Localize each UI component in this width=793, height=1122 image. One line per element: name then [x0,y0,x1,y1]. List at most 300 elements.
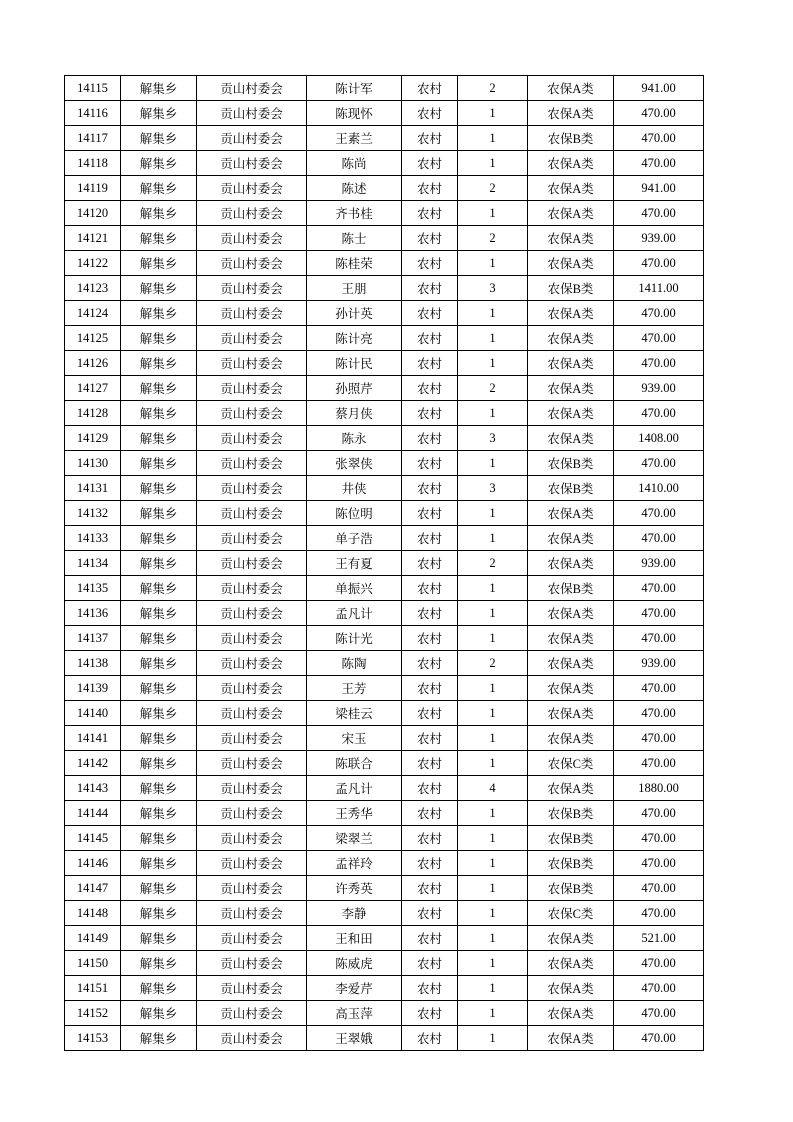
cell-name: 井侠 [307,476,402,501]
cell-count: 2 [458,226,528,251]
cell-count: 1 [458,976,528,1001]
cell-category: 农保B类 [528,801,614,826]
cell-id: 14131 [65,476,121,501]
cell-count: 1 [458,301,528,326]
cell-id: 14123 [65,276,121,301]
table-row [65,101,704,126]
cell-township: 解集乡 [121,476,197,501]
table-row [65,651,704,676]
cell-name: 陈计亮 [307,326,402,351]
cell-amount: 470.00 [614,751,704,776]
cell-category: 农保B类 [528,876,614,901]
table-row [65,601,704,626]
cell-committee: 贡山村委会 [197,676,307,701]
cell-name: 陈计民 [307,351,402,376]
cell-area: 农村 [402,526,458,551]
cell-area: 农村 [402,226,458,251]
cell-area: 农村 [402,726,458,751]
cell-id: 14140 [65,701,121,726]
cell-township: 解集乡 [121,851,197,876]
cell-count: 1 [458,401,528,426]
cell-township: 解集乡 [121,151,197,176]
cell-area: 农村 [402,826,458,851]
cell-count: 1 [458,876,528,901]
cell-amount: 1411.00 [614,276,704,301]
table-row [65,726,704,751]
cell-id: 14143 [65,776,121,801]
cell-committee: 贡山村委会 [197,801,307,826]
cell-name: 单子浩 [307,526,402,551]
table-row [65,801,704,826]
cell-township: 解集乡 [121,1026,197,1051]
cell-id: 14142 [65,751,121,776]
cell-township: 解集乡 [121,401,197,426]
table-row [65,951,704,976]
cell-category: 农保A类 [528,426,614,451]
cell-area: 农村 [402,976,458,1001]
cell-category: 农保B类 [528,276,614,301]
cell-amount: 941.00 [614,76,704,101]
cell-category: 农保A类 [528,1026,614,1051]
cell-name: 齐书桂 [307,201,402,226]
cell-id: 14129 [65,426,121,451]
cell-category: 农保A类 [528,501,614,526]
cell-id: 14122 [65,251,121,276]
cell-category: 农保B类 [528,851,614,876]
benefits-table-body [65,76,704,1051]
cell-township: 解集乡 [121,1001,197,1026]
cell-area: 农村 [402,426,458,451]
cell-township: 解集乡 [121,251,197,276]
cell-committee: 贡山村委会 [197,751,307,776]
cell-committee: 贡山村委会 [197,826,307,851]
cell-amount: 941.00 [614,176,704,201]
cell-category: 农保A类 [528,101,614,126]
cell-area: 农村 [402,951,458,976]
table-row [65,476,704,501]
cell-committee: 贡山村委会 [197,251,307,276]
cell-committee: 贡山村委会 [197,726,307,751]
cell-name: 陈计光 [307,626,402,651]
cell-area: 农村 [402,251,458,276]
cell-area: 农村 [402,401,458,426]
cell-count: 3 [458,276,528,301]
cell-id: 14133 [65,526,121,551]
cell-committee: 贡山村委会 [197,601,307,626]
cell-name: 蔡月侠 [307,401,402,426]
cell-category: 农保A类 [528,401,614,426]
table-row [65,501,704,526]
cell-category: 农保A类 [528,151,614,176]
table-row [65,1026,704,1051]
cell-committee: 贡山村委会 [197,426,307,451]
cell-area: 农村 [402,476,458,501]
cell-category: 农保C类 [528,901,614,926]
cell-id: 14152 [65,1001,121,1026]
cell-committee: 贡山村委会 [197,101,307,126]
table-row [65,376,704,401]
table-row [65,526,704,551]
cell-name: 王和田 [307,926,402,951]
cell-id: 14150 [65,951,121,976]
cell-area: 农村 [402,451,458,476]
cell-area: 农村 [402,601,458,626]
table-row [65,676,704,701]
table-row [65,226,704,251]
cell-amount: 1410.00 [614,476,704,501]
cell-area: 农村 [402,501,458,526]
cell-amount: 470.00 [614,526,704,551]
cell-committee: 贡山村委会 [197,226,307,251]
cell-amount: 470.00 [614,326,704,351]
table-row [65,901,704,926]
cell-id: 14130 [65,451,121,476]
cell-category: 农保A类 [528,651,614,676]
cell-amount: 521.00 [614,926,704,951]
cell-township: 解集乡 [121,201,197,226]
cell-count: 1 [458,576,528,601]
cell-category: 农保A类 [528,1001,614,1026]
cell-amount: 1408.00 [614,426,704,451]
cell-category: 农保A类 [528,301,614,326]
cell-name: 陈位明 [307,501,402,526]
cell-category: 农保A类 [528,76,614,101]
cell-township: 解集乡 [121,276,197,301]
cell-amount: 470.00 [614,301,704,326]
cell-category: 农保A类 [528,351,614,376]
cell-id: 14136 [65,601,121,626]
cell-name: 陈陶 [307,651,402,676]
cell-name: 孟凡计 [307,776,402,801]
cell-name: 陈尚 [307,151,402,176]
cell-id: 14121 [65,226,121,251]
cell-id: 14151 [65,976,121,1001]
cell-category: 农保B类 [528,576,614,601]
cell-amount: 470.00 [614,1026,704,1051]
cell-township: 解集乡 [121,926,197,951]
cell-count: 1 [458,826,528,851]
cell-count: 1 [458,926,528,951]
cell-township: 解集乡 [121,651,197,676]
cell-id: 14115 [65,76,121,101]
cell-area: 农村 [402,101,458,126]
table-row [65,151,704,176]
cell-amount: 470.00 [614,251,704,276]
cell-committee: 贡山村委会 [197,1026,307,1051]
cell-area: 农村 [402,901,458,926]
cell-amount: 470.00 [614,676,704,701]
cell-name: 王有夏 [307,551,402,576]
cell-count: 1 [458,326,528,351]
cell-area: 农村 [402,1026,458,1051]
cell-area: 农村 [402,651,458,676]
cell-id: 14125 [65,326,121,351]
cell-id: 14134 [65,551,121,576]
cell-township: 解集乡 [121,176,197,201]
cell-amount: 470.00 [614,826,704,851]
cell-area: 农村 [402,201,458,226]
table-row [65,426,704,451]
cell-area: 农村 [402,126,458,151]
table-row [65,551,704,576]
cell-count: 1 [458,626,528,651]
cell-committee: 贡山村委会 [197,301,307,326]
cell-count: 1 [458,126,528,151]
table-row [65,776,704,801]
cell-category: 农保A类 [528,551,614,576]
cell-id: 14147 [65,876,121,901]
cell-township: 解集乡 [121,826,197,851]
cell-amount: 470.00 [614,126,704,151]
cell-township: 解集乡 [121,776,197,801]
cell-township: 解集乡 [121,676,197,701]
cell-committee: 贡山村委会 [197,476,307,501]
cell-township: 解集乡 [121,376,197,401]
cell-amount: 470.00 [614,501,704,526]
cell-township: 解集乡 [121,801,197,826]
cell-id: 14118 [65,151,121,176]
cell-category: 农保A类 [528,726,614,751]
cell-name: 孟凡计 [307,601,402,626]
cell-id: 14128 [65,401,121,426]
cell-name: 陈桂荣 [307,251,402,276]
cell-area: 农村 [402,926,458,951]
cell-area: 农村 [402,351,458,376]
cell-category: 农保A类 [528,251,614,276]
cell-area: 农村 [402,551,458,576]
cell-area: 农村 [402,801,458,826]
cell-area: 农村 [402,576,458,601]
cell-name: 李静 [307,901,402,926]
cell-name: 许秀英 [307,876,402,901]
cell-name: 陈联合 [307,751,402,776]
table-row [65,126,704,151]
cell-township: 解集乡 [121,601,197,626]
cell-committee: 贡山村委会 [197,526,307,551]
cell-name: 王素兰 [307,126,402,151]
table-row [65,701,704,726]
table-row [65,451,704,476]
cell-area: 农村 [402,301,458,326]
cell-count: 1 [458,251,528,276]
cell-committee: 贡山村委会 [197,951,307,976]
cell-id: 14144 [65,801,121,826]
cell-count: 1 [458,451,528,476]
cell-amount: 470.00 [614,1001,704,1026]
cell-township: 解集乡 [121,451,197,476]
cell-name: 单振兴 [307,576,402,601]
cell-category: 农保B类 [528,476,614,501]
cell-committee: 贡山村委会 [197,151,307,176]
cell-township: 解集乡 [121,726,197,751]
cell-name: 王朋 [307,276,402,301]
cell-committee: 贡山村委会 [197,576,307,601]
cell-name: 张翠侠 [307,451,402,476]
table-row [65,751,704,776]
cell-id: 14145 [65,826,121,851]
cell-count: 4 [458,776,528,801]
cell-area: 农村 [402,876,458,901]
table-row [65,201,704,226]
cell-id: 14117 [65,126,121,151]
cell-count: 2 [458,551,528,576]
cell-count: 1 [458,726,528,751]
cell-id: 14146 [65,851,121,876]
cell-name: 陈士 [307,226,402,251]
cell-count: 3 [458,476,528,501]
cell-count: 1 [458,501,528,526]
cell-amount: 470.00 [614,701,704,726]
cell-name: 宋玉 [307,726,402,751]
cell-count: 1 [458,701,528,726]
cell-township: 解集乡 [121,76,197,101]
cell-area: 农村 [402,701,458,726]
cell-category: 农保B类 [528,826,614,851]
cell-category: 农保A类 [528,701,614,726]
cell-area: 农村 [402,376,458,401]
cell-committee: 贡山村委会 [197,776,307,801]
cell-committee: 贡山村委会 [197,176,307,201]
cell-committee: 贡山村委会 [197,451,307,476]
table-row [65,926,704,951]
table-row [65,176,704,201]
table-row [65,576,704,601]
cell-category: 农保A类 [528,601,614,626]
cell-township: 解集乡 [121,751,197,776]
cell-township: 解集乡 [121,426,197,451]
cell-name: 孟祥玲 [307,851,402,876]
table-row [65,1001,704,1026]
cell-name: 王秀华 [307,801,402,826]
cell-committee: 贡山村委会 [197,651,307,676]
cell-amount: 470.00 [614,901,704,926]
cell-category: 农保A类 [528,326,614,351]
cell-area: 农村 [402,776,458,801]
cell-committee: 贡山村委会 [197,876,307,901]
cell-id: 14149 [65,926,121,951]
cell-name: 陈计军 [307,76,402,101]
cell-id: 14132 [65,501,121,526]
cell-count: 1 [458,951,528,976]
cell-count: 1 [458,676,528,701]
cell-id: 14127 [65,376,121,401]
cell-category: 农保C类 [528,751,614,776]
cell-amount: 470.00 [614,576,704,601]
cell-committee: 贡山村委会 [197,901,307,926]
cell-name: 李爱芹 [307,976,402,1001]
cell-township: 解集乡 [121,326,197,351]
table-row [65,351,704,376]
cell-amount: 470.00 [614,726,704,751]
cell-name: 陈永 [307,426,402,451]
cell-committee: 贡山村委会 [197,551,307,576]
cell-amount: 470.00 [614,801,704,826]
cell-name: 陈述 [307,176,402,201]
table-row [65,826,704,851]
cell-category: 农保A类 [528,376,614,401]
cell-committee: 贡山村委会 [197,126,307,151]
cell-name: 王芳 [307,676,402,701]
cell-name: 王翠娥 [307,1026,402,1051]
cell-count: 1 [458,751,528,776]
cell-amount: 470.00 [614,101,704,126]
cell-count: 3 [458,426,528,451]
cell-committee: 贡山村委会 [197,851,307,876]
cell-committee: 贡山村委会 [197,326,307,351]
cell-category: 农保A类 [528,176,614,201]
table-row [65,851,704,876]
cell-amount: 470.00 [614,876,704,901]
table-row [65,326,704,351]
cell-category: 农保A类 [528,976,614,1001]
cell-category: 农保A类 [528,626,614,651]
cell-area: 农村 [402,1001,458,1026]
cell-committee: 贡山村委会 [197,501,307,526]
cell-count: 1 [458,101,528,126]
cell-count: 1 [458,201,528,226]
cell-township: 解集乡 [121,226,197,251]
cell-name: 梁桂云 [307,701,402,726]
cell-count: 2 [458,651,528,676]
cell-amount: 939.00 [614,651,704,676]
benefits-table [64,75,704,1051]
cell-township: 解集乡 [121,901,197,926]
cell-township: 解集乡 [121,551,197,576]
cell-category: 农保A类 [528,776,614,801]
table-row [65,876,704,901]
cell-township: 解集乡 [121,501,197,526]
cell-amount: 470.00 [614,626,704,651]
cell-township: 解集乡 [121,701,197,726]
cell-count: 1 [458,851,528,876]
cell-id: 14148 [65,901,121,926]
cell-amount: 470.00 [614,951,704,976]
cell-committee: 贡山村委会 [197,926,307,951]
table-row [65,251,704,276]
cell-name: 陈现怀 [307,101,402,126]
cell-id: 14119 [65,176,121,201]
cell-category: 农保B类 [528,451,614,476]
cell-township: 解集乡 [121,976,197,1001]
table-row [65,401,704,426]
cell-id: 14124 [65,301,121,326]
cell-name: 高玉萍 [307,1001,402,1026]
cell-count: 1 [458,601,528,626]
cell-id: 14135 [65,576,121,601]
cell-committee: 贡山村委会 [197,701,307,726]
cell-category: 农保A类 [528,951,614,976]
cell-area: 农村 [402,176,458,201]
cell-area: 农村 [402,851,458,876]
cell-amount: 939.00 [614,551,704,576]
cell-id: 14137 [65,626,121,651]
cell-amount: 939.00 [614,376,704,401]
cell-category: 农保A类 [528,926,614,951]
cell-amount: 470.00 [614,601,704,626]
cell-count: 1 [458,151,528,176]
cell-area: 农村 [402,276,458,301]
cell-township: 解集乡 [121,301,197,326]
cell-count: 2 [458,376,528,401]
cell-area: 农村 [402,676,458,701]
cell-amount: 470.00 [614,851,704,876]
table-row [65,976,704,1001]
cell-area: 农村 [402,626,458,651]
cell-amount: 939.00 [614,226,704,251]
cell-name: 陈威虎 [307,951,402,976]
cell-committee: 贡山村委会 [197,626,307,651]
table-row [65,76,704,101]
